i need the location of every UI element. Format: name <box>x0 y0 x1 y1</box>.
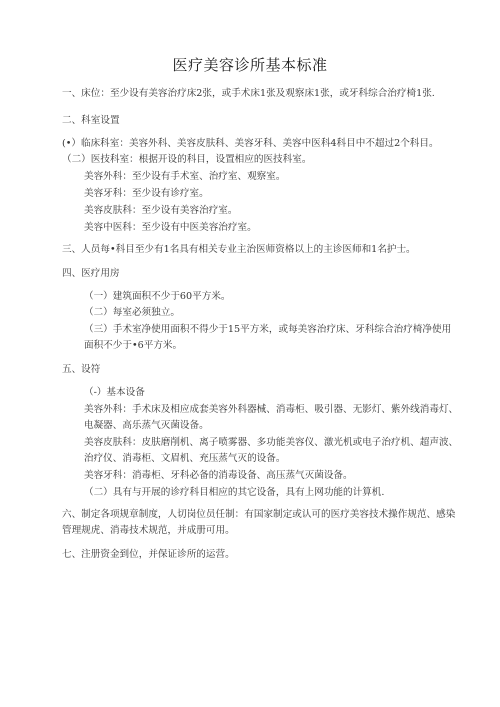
section-5-item-basic: （-）基本设备 <box>84 387 145 398</box>
section-6-rules-cont: 管理规虎、消毒技术规范，并成册可用。 <box>62 525 235 536</box>
section-2-heading: 二、科室设置 <box>62 115 120 126</box>
document-title: 医疗美容诊所基本标准 <box>172 56 328 74</box>
section-4-item-rooms: （二）每室必须独立。 <box>84 307 180 318</box>
section-4-item-area: （一）建筑面积不少于60平方米。 <box>84 291 231 302</box>
equipment-cosmetic-dentistry: 美容牙科：消毒柜、牙科必备的消毒设备、高压蒸气灭菌设备。 <box>84 470 353 481</box>
medtech-cosmetic-dermatology: 美容皮肤科：至少设有美容治疗室。 <box>84 205 238 216</box>
section-1-beds: 一、床位：至少设有美容治疗床2张，或手术床1张及观察床1张，或牙科综合治疗椅1张. <box>62 88 435 99</box>
section-2-item-medtech: （二）医技科室：根据开设的科目，设置相应的医技科室。 <box>62 154 312 165</box>
equipment-cosmetic-dermatology-cont: 治疗仪、消毒柜、文眉机、充压蒸气灭的设备。 <box>84 453 286 464</box>
equipment-cosmetic-surgery-cont: 电凝器、高乐蒸气灭菌设备。 <box>84 420 209 431</box>
section-7-capital: 七、注册资金到位，并保证诊所的运营。 <box>62 549 235 560</box>
medtech-cosmetic-tcm: 美容中医科：至少设有中医美容治疗室。 <box>84 222 257 233</box>
section-4-item-surgery-room: （三）手术室净使用面积不得少于15平方米，或每美容治疗床、牙科综合治疗椅净使用 <box>84 324 452 335</box>
equipment-cosmetic-dermatology: 美容皮肤科：皮肤磨削机、离子喷雾器、多功能美容仪、激光机或电子治疗机、超声波、 <box>84 437 459 448</box>
section-4-item-surgery-room-cont: 面积不少于•6平方米。 <box>84 340 183 351</box>
section-5-item-other: （二）具有与开展的诊疗科目相应的其它设备，具有上网功能的计算机. <box>84 487 385 498</box>
section-6-rules: 六、制定各项规章制度，人切岗位员任制：有国家制定或认可的医疗美容技术操作规范、感染 <box>62 509 456 520</box>
section-2-item-clinical: (•）临床科室：美容外科、美容皮肤科、美容牙科、美容中医科4科目中不超过2个科目。 <box>62 138 439 149</box>
section-3-staff: 三、人员每•科目至少有1名具有相关专业主治医师资格以上的主诊医师和1名护士。 <box>62 244 416 255</box>
medtech-cosmetic-dentistry: 美容牙科：至少设有诊疗室。 <box>84 188 209 199</box>
medtech-cosmetic-surgery: 美容外科：至少设有手术室、治疗室、观察室。 <box>84 171 286 182</box>
section-5-heading: 五、设符 <box>62 364 101 375</box>
section-4-heading: 四、医疗用房 <box>62 268 120 279</box>
equipment-cosmetic-surgery: 美容外科：手术床及相应成套美容外科器械、消毒柜、吸引器、无影灯、紫外线消毒灯、 <box>84 404 459 415</box>
